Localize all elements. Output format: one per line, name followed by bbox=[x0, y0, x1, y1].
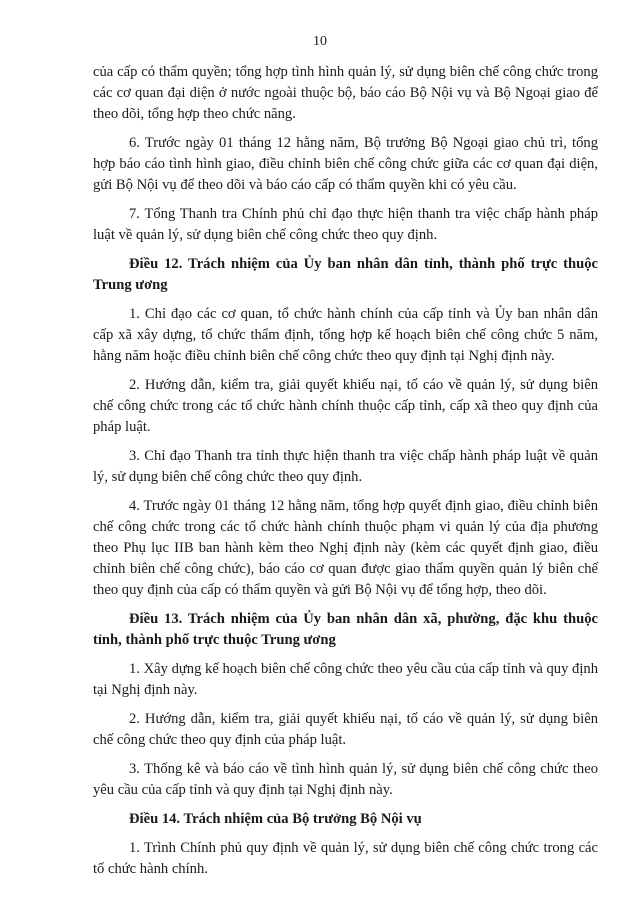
article-heading-12: Điều 12. Trách nhiệm của Ủy ban nhân dân tỉnh, thành phố trực thuộc Trung ương bbox=[93, 256, 598, 293]
paragraph: 1. Xây dựng kế hoạch biên chế công chức theo yêu cầu của cấp tỉnh và quy định tại Nghị định này. bbox=[93, 661, 598, 698]
document-body bbox=[93, 62, 598, 888]
paragraph: 2. Hướng dẫn, kiểm tra, giải quyết khiếu nại, tố cáo về quản lý, sử dụng biên chế công chức theo quy định của pháp luật. bbox=[93, 711, 598, 748]
article-heading-13: Điều 13. Trách nhiệm của Ủy ban nhân dân xã, phường, đặc khu thuộc tỉnh, thành phố trực thuộc Trung ương bbox=[93, 611, 598, 648]
paragraph: 6. Trước ngày 01 tháng 12 hằng năm, Bộ trưởng Bộ Ngoại giao chủ trì, tổng hợp báo cáo tình hình giao, điều chỉnh biên chế công chức giữa các cơ quan đại diện, gửi Bộ Nội vụ để theo dõi và báo cáo cấp có thẩm quyền khi có yêu cầu. bbox=[93, 135, 598, 193]
paragraph: 7. Tổng Thanh tra Chính phủ chỉ đạo thực hiện thanh tra việc chấp hành pháp luật về quản lý, sử dụng biên chế công chức theo quy định. bbox=[93, 206, 598, 243]
article-heading-14: Điều 14. Trách nhiệm của Bộ trưởng Bộ Nội vụ bbox=[129, 811, 422, 827]
paragraph: 2. Hướng dẫn, kiểm tra, giải quyết khiếu nại, tố cáo về quản lý, sử dụng biên chế công chức trong các tổ chức hành chính thuộc cấp tỉnh, cấp xã theo quy định của pháp luật. bbox=[93, 377, 598, 435]
paragraph: 3. Chỉ đạo Thanh tra tỉnh thực hiện thanh tra việc chấp hành pháp luật về quản lý, sử dụng biên chế công chức theo quy định. bbox=[93, 448, 598, 485]
paragraph: của cấp có thẩm quyền; tổng hợp tình hình quản lý, sử dụng biên chế công chức trong các cơ quan đại diện ở nước ngoài thuộc bộ, báo cáo Bộ Nội vụ và Bộ Ngoại giao để theo dõi, tổng hợp theo chức năng. bbox=[93, 64, 598, 122]
paragraph: 3. Thống kê và báo cáo về tình hình quản lý, sử dụng biên chế công chức theo yêu cầu của cấp tỉnh và quy định tại Nghị định này. bbox=[93, 761, 598, 798]
paragraph: 1. Trình Chính phủ quy định về quản lý, sử dụng biên chế công chức trong các tổ chức hành chính. bbox=[93, 840, 598, 877]
paragraph: 4. Trước ngày 01 tháng 12 hằng năm, tổng hợp quyết định giao, điều chỉnh biên chế công chức trong các tổ chức hành chính thuộc phạm vi quản lý của địa phương theo Phụ lục IIB ban hành kèm theo Nghị định này (kèm các quyết định giao, điều chỉnh biên chế công chức), báo cáo cơ quan được giao thẩm quyền quản lý biên chế theo quy định của cấp có thẩm quyền và gửi Bộ Nội vụ để tổng hợp, theo dõi. bbox=[93, 498, 598, 598]
paragraph: 1. Chỉ đạo các cơ quan, tổ chức hành chính của cấp tỉnh và Ủy ban nhân dân cấp xã xây dựng, tổ chức thẩm định, tổng hợp kế hoạch biên chế công chức 5 năm, hằng năm hoặc điều chỉnh biên chế công chức theo quy định tại Nghị định này. bbox=[93, 306, 598, 364]
page-number: 10 bbox=[313, 34, 327, 49]
